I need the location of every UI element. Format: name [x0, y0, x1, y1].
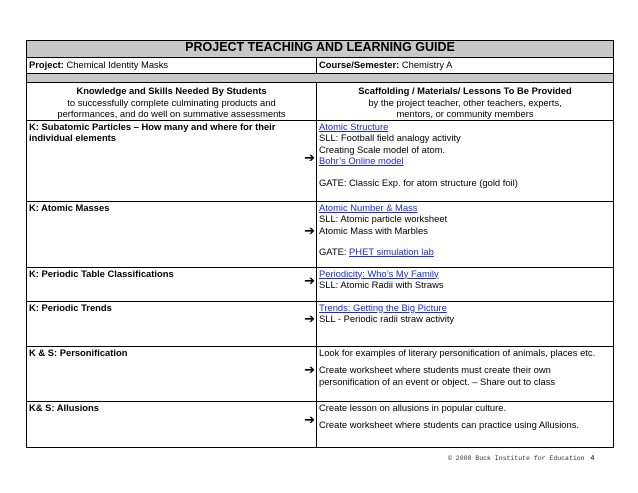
table-row — [27, 201, 614, 267]
arrow-right-icon: ➔ — [304, 222, 315, 238]
arrow-right-icon: ➔ — [304, 272, 315, 288]
page-title: PROJECT TEACHING AND LEARNING GUIDE — [27, 41, 614, 58]
guide-page — [26, 40, 613, 448]
resource-cell: Trends: Getting the Big Picture SLL - Periodic radii straw activity — [317, 301, 614, 346]
resource-cell: Atomic Structure SLL: Football field analogy activity Creating Scale model of atom. Bohr’s Online model GATE: Classic Exp. for atom structure (gold foil) — [317, 120, 614, 201]
skill-cell: K & S: Personification ➔ — [27, 346, 317, 401]
guide-table — [26, 40, 614, 448]
resource-cell: Atomic Number & Mass SLL: Atomic particle worksheet Atomic Mass with Marbles GATE: PHET simulation lab — [317, 201, 614, 267]
project-cell — [27, 58, 317, 74]
scaffolding-header-title: Scaffolding / Materials/ Lessons To Be Provided — [358, 85, 572, 96]
skill-cell: K: Subatomic Particles – How many and where for their individual elements ➔ — [27, 120, 317, 201]
atomic-number-mass-link[interactable]: Atomic Number & Mass — [319, 201, 418, 213]
project-label: Project: — [29, 59, 64, 70]
table-row — [27, 301, 614, 346]
resource-cell: Periodicity: Who’s My Family SLL: Atomic Radii with Straws — [317, 267, 614, 301]
arrow-right-icon: ➔ — [304, 411, 315, 427]
skill-cell: K: Periodic Table Classifications ➔ — [27, 267, 317, 301]
resource-cell: Look for examples of literary personification of animals, places etc. Create worksheet where students must create their own personification of an event or object. – Share out to class — [317, 346, 614, 401]
table-row — [27, 120, 614, 201]
title-row — [27, 41, 614, 58]
arrow-right-icon: ➔ — [304, 310, 315, 326]
skill-cell: K: Periodic Trends ➔ — [27, 301, 317, 346]
table-row — [27, 401, 614, 447]
phet-simulation-link[interactable]: PHET simulation lab — [349, 246, 434, 257]
atomic-structure-link[interactable]: Atomic Structure — [319, 120, 389, 132]
meta-row — [27, 58, 614, 74]
course-label: Course/Semester: — [319, 59, 400, 70]
knowledge-header: Knowledge and Skills Needed By Students to successfully complete culminating products and performances, and do well on summative assessments — [27, 83, 317, 121]
project-value: Chemical Identity Masks — [66, 59, 169, 70]
knowledge-header-title: Knowledge and Skills Needed By Students — [76, 85, 267, 96]
trends-link[interactable]: Trends: Getting the Big Picture — [319, 301, 447, 313]
page-number: 4 — [590, 455, 595, 462]
footer — [448, 455, 618, 462]
table-row — [27, 346, 614, 401]
spacer-row — [27, 74, 614, 83]
column-headers — [27, 83, 614, 121]
scaffolding-header: Scaffolding / Materials/ Lessons To Be Provided by the project teacher, other teachers, experts, mentors, or community members — [317, 83, 614, 121]
arrow-right-icon: ➔ — [304, 361, 315, 377]
bohr-online-model-link[interactable]: Bohr’s Online model — [319, 155, 404, 166]
course-value: Chemistry A — [401, 59, 453, 70]
resource-cell: Create lesson on allusions in popular culture. Create worksheet where students can practice using Allusions. — [317, 401, 614, 447]
skill-cell: K& S: Allusions ➔ — [27, 401, 317, 447]
copyright-text: © 2008 Buck Institute for Education — [448, 455, 585, 462]
course-cell — [317, 58, 614, 74]
skill-cell: K: Atomic Masses ➔ — [27, 201, 317, 267]
periodicity-link[interactable]: Periodicity: Who’s My Family — [319, 267, 439, 279]
table-row — [27, 267, 614, 301]
arrow-right-icon: ➔ — [304, 149, 315, 165]
